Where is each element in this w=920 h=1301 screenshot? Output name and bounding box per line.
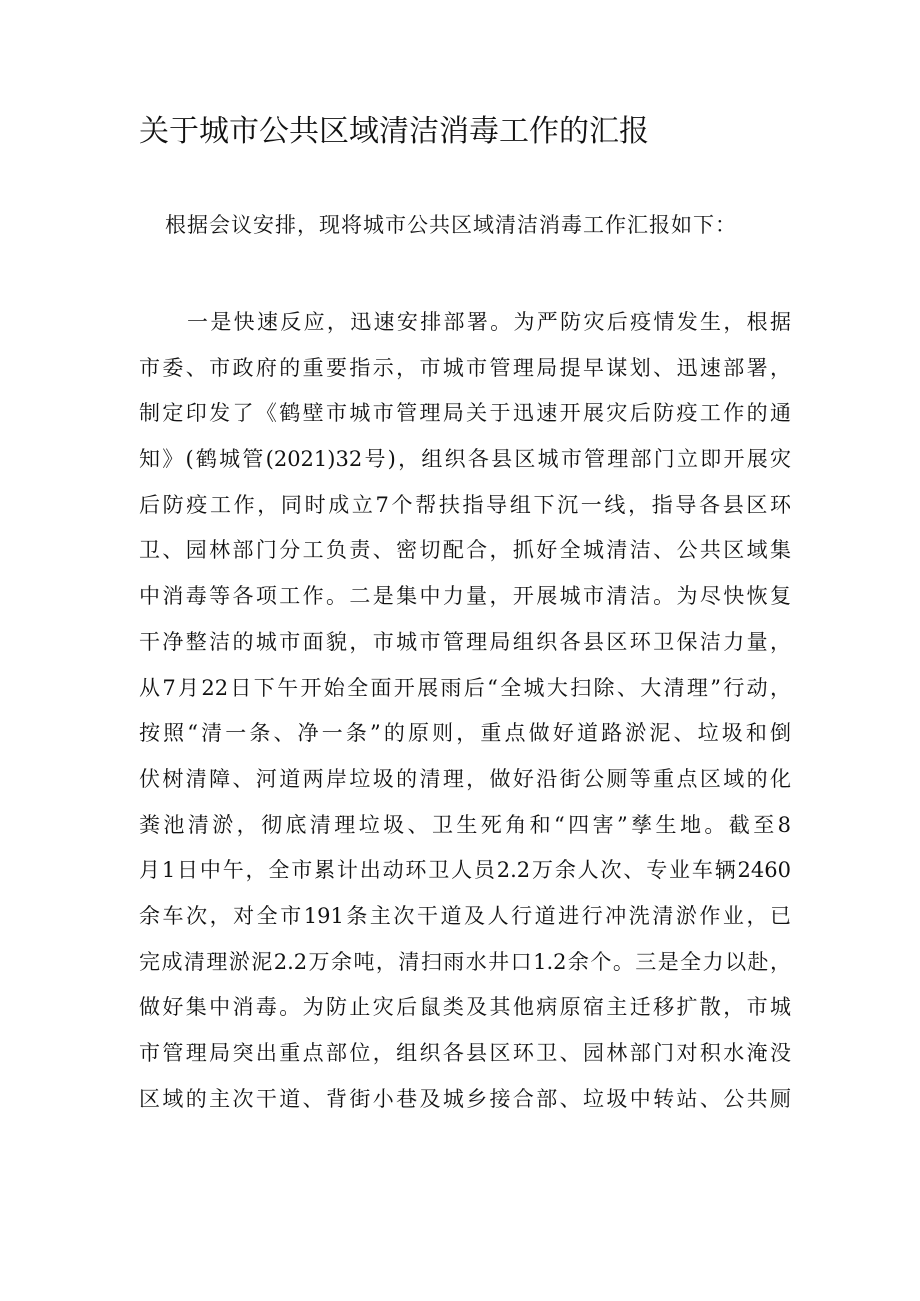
body-line: 月1日中午，全市累计出动环卫人员2.2万余人次、专业车辆2460 (139, 858, 791, 883)
body-line: 卫、园林部门分工负责、密切配合，抓好全城清洁、公共区域集 (139, 538, 791, 563)
body-line: 干净整洁的城市面貌，市城市管理局组织各县区环卫保洁力量， (139, 629, 791, 654)
body-line: 市委、市政府的重要指示，市城市管理局提早谋划、迅速部署， (139, 355, 791, 380)
body-line: 按照“清一条、净一条”的原则，重点做好道路淤泥、垃圾和倒 (139, 721, 791, 746)
body-line: 伏树清障、河道两岸垃圾的清理，做好沿街公厕等重点区域的化 (139, 766, 791, 791)
intro-paragraph: 根据会议安排，现将城市公共区域清洁消毒工作汇报如下： (165, 213, 737, 237)
body-line: 做好集中消毒。为防止灾后鼠类及其他病原宿主迁移扩散，市城 (139, 995, 791, 1020)
body-paragraph (139, 300, 791, 1122)
body-line: 区域的主次干道、背街小巷及城乡接合部、垃圾中转站、公共厕 (139, 1086, 791, 1111)
body-line: 从7月22日下午开始全面开展雨后“全城大扫除、大清理”行动， (139, 675, 791, 700)
body-line: 知》(鹤城管(2021)32号)，组织各县区城市管理部门立即开展灾 (139, 447, 791, 472)
body-line: 一是快速反应，迅速安排部署。为严防灾后疫情发生，根据 (187, 310, 791, 334)
body-line: 制定印发了《鹤壁市城市管理局关于迅速开展灾后防疫工作的通 (139, 401, 791, 426)
body-line: 余车次，对全市191条主次干道及人行道进行冲洗清淤作业，已 (139, 903, 791, 928)
body-line: 中消毒等各项工作。二是集中力量，开展城市清洁。为尽快恢复 (139, 584, 791, 609)
body-line: 市管理局突出重点部位，组织各县区环卫、园林部门对积水淹没 (139, 1041, 791, 1065)
body-line: 粪池清淤，彻底清理垃圾、卫生死角和“四害”孳生地。截至8 (139, 812, 791, 837)
document-title: 关于城市公共区域清洁消毒工作的汇报 (139, 114, 649, 149)
body-line: 完成清理淤泥2.2万余吨，清扫雨水井口1.2余个。三是全力以赴， (139, 949, 791, 974)
body-line: 后防疫工作，同时成立7个帮扶指导组下沉一线，指导各县区环 (139, 492, 791, 517)
